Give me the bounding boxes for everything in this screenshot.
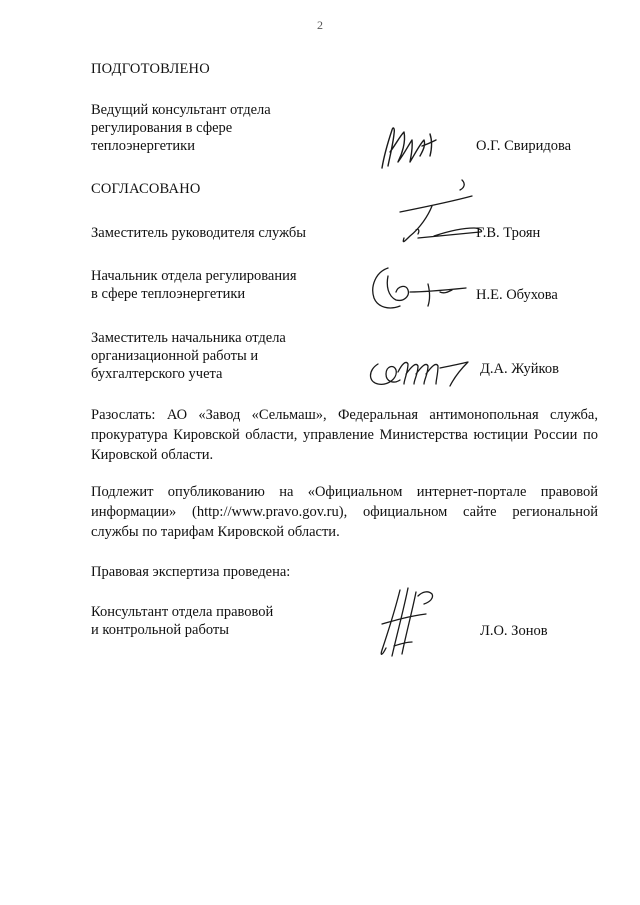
legal-review-role [91, 603, 351, 639]
role-line: Ведущий консультант отдела [91, 102, 271, 118]
role-line: и контрольной работы [91, 622, 229, 638]
role-line: в сфере теплоэнергетики [91, 286, 246, 302]
role-line: Консультант отдела правовой [91, 604, 274, 620]
signer-role [91, 329, 351, 383]
prepared-heading: ПОДГОТОВЛЕНО [91, 61, 210, 77]
prepared-role [91, 101, 351, 155]
signature-troyan [380, 178, 490, 258]
signature-zonov [372, 586, 442, 660]
role-line: бухгалтерского учета [91, 366, 223, 382]
distribution-paragraph: Разослать: АО «Завод «Сельмаш», Федеральная антимонопольная служба, прокуратура Кировской области, управление Министерства юстиции России по Кировской области. [91, 407, 598, 463]
signer-name: Д.А. Жуйков [480, 361, 559, 377]
role-line: регулирования в сфере [91, 120, 233, 136]
legal-review-name: Л.О. Зонов [480, 623, 548, 639]
signer-role [91, 267, 351, 303]
prepared-name: О.Г. Свиридова [476, 138, 572, 154]
signature-sviridova [376, 122, 446, 172]
legal-review-statement: Правовая экспертиза проведена: [91, 564, 291, 580]
role-line: Заместитель руководителя службы [91, 225, 307, 241]
page-number: 2 [317, 18, 323, 32]
signer-role [91, 224, 351, 242]
signature-zhuikov [364, 350, 476, 392]
signer-name: Н.Е. Обухова [476, 287, 558, 303]
role-line: теплоэнергетики [91, 138, 195, 154]
signature-obukhova [366, 262, 476, 314]
agreed-heading: СОГЛАСОВАНО [91, 181, 201, 197]
publication-paragraph: Подлежит опубликованию на «Официальном интернет-портале правовой информации» (http://www.pravo.gov.ru), официальном сайте региональной службы по тарифам Кировской области. [91, 484, 598, 540]
signer-name: Г.В. Троян [476, 225, 541, 241]
role-line: Начальник отдела регулирования [91, 268, 297, 284]
role-line: Заместитель начальника отдела [91, 330, 286, 346]
role-line: организационной работы и [91, 348, 259, 364]
